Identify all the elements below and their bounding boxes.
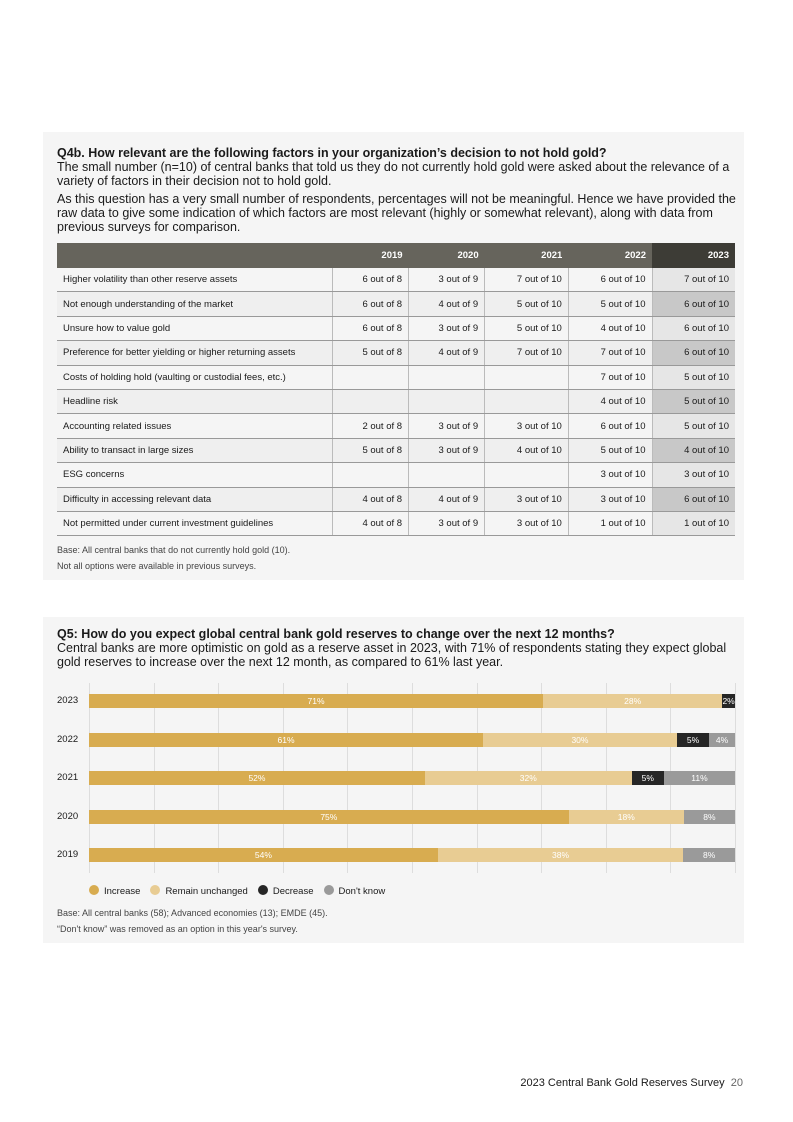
row-label: Preference for better yielding or higher returning assets xyxy=(57,341,333,365)
table-row xyxy=(57,389,735,413)
table-cell: 4 out of 10 xyxy=(652,438,735,462)
y-tick-label: 2019 xyxy=(57,849,79,860)
q4b-table xyxy=(57,243,735,536)
q4b-notes xyxy=(57,542,290,574)
table-cell: 5 out of 10 xyxy=(652,365,735,389)
table-cell: 7 out of 10 xyxy=(568,365,652,389)
table-cell xyxy=(333,389,409,413)
table-cell: 4 out of 9 xyxy=(409,341,485,365)
q5-panel xyxy=(43,617,744,943)
bar-segment-remain-unchanged: 18% xyxy=(569,810,684,824)
q4b-title: Q4b. How relevant are the following factors in your organization’s decision to not hold gold? xyxy=(57,146,607,160)
table-cell: 7 out of 10 xyxy=(652,268,735,292)
q4b-panel xyxy=(43,132,744,580)
table-cell xyxy=(485,463,569,487)
row-label: Not permitted under current investment guidelines xyxy=(57,511,333,535)
footer-title: 2023 Central Bank Gold Reserves Survey xyxy=(520,1077,725,1089)
row-label: Higher volatility than other reserve assets xyxy=(57,268,333,292)
legend-swatch-icon xyxy=(258,885,268,895)
bar-segment-decrease: 5% xyxy=(632,771,664,785)
table-cell: 2 out of 8 xyxy=(333,414,409,438)
legend-swatch-icon xyxy=(89,885,99,895)
table-cell: 7 out of 10 xyxy=(568,341,652,365)
table-cell: 6 out of 10 xyxy=(652,341,735,365)
bar-segment-don-t-know: 11% xyxy=(664,771,735,785)
note-base: Base: All central banks that do not currently hold gold (10). xyxy=(57,545,291,555)
q4b-intro xyxy=(57,146,737,234)
table-cell: 4 out of 10 xyxy=(485,438,569,462)
header-blank xyxy=(57,243,333,268)
y-tick-label: 2023 xyxy=(57,695,79,706)
table-cell: 5 out of 8 xyxy=(333,438,409,462)
table-cell: 5 out of 8 xyxy=(333,341,409,365)
bar-segment-increase: 75% xyxy=(89,810,569,824)
table-cell: 3 out of 10 xyxy=(485,511,569,535)
table-row xyxy=(57,292,735,316)
q5-title: Q5: How do you expect global central bank gold reserves to change over the next 12 months? xyxy=(57,627,615,641)
bar-segment-don-t-know: 8% xyxy=(683,848,735,862)
q5-para1: Central banks are more optimistic on gold as a reserve asset in 2023, with 71% of respondents stating they expect global gold reserves to increase over the next 12 month, as compared to 61% last year. xyxy=(57,641,727,669)
table-cell: 4 out of 10 xyxy=(568,316,652,340)
table-cell xyxy=(485,365,569,389)
table-row xyxy=(57,268,735,292)
table-cell: 6 out of 10 xyxy=(568,414,652,438)
page-footer xyxy=(520,1077,743,1089)
table-cell: 3 out of 10 xyxy=(652,463,735,487)
table-cell: 7 out of 10 xyxy=(485,341,569,365)
column-header: 2019 xyxy=(333,243,409,268)
page-number: 20 xyxy=(730,1077,743,1089)
bar-segment-don-t-know: 8% xyxy=(684,810,735,824)
q5-intro xyxy=(57,627,737,669)
table-cell xyxy=(409,365,485,389)
legend-item xyxy=(150,885,247,897)
bar-segment-decrease: 2% xyxy=(722,696,735,706)
gridline xyxy=(735,683,736,873)
table-cell: 4 out of 9 xyxy=(409,487,485,511)
bar-segment-don-t-know: 4% xyxy=(709,733,735,747)
table-cell: 3 out of 10 xyxy=(485,487,569,511)
table-cell: 3 out of 9 xyxy=(409,414,485,438)
legend-swatch-icon xyxy=(150,885,160,895)
bar-segment-increase: 54% xyxy=(89,848,438,862)
table-row xyxy=(57,438,735,462)
row-label: Costs of holding hold (vaulting or custodial fees, etc.) xyxy=(57,365,333,389)
column-header: 2021 xyxy=(485,243,569,268)
table-cell: 6 out of 10 xyxy=(568,268,652,292)
table-row xyxy=(57,365,735,389)
note-options: Not all options were available in previous surveys. xyxy=(57,561,257,571)
table-cell xyxy=(333,365,409,389)
y-tick-label: 2021 xyxy=(57,772,79,783)
table-cell: 4 out of 9 xyxy=(409,292,485,316)
y-tick-label: 2022 xyxy=(57,733,79,745)
table-cell: 3 out of 9 xyxy=(409,438,485,462)
table-cell: 5 out of 10 xyxy=(485,316,569,340)
legend-label: Decrease xyxy=(272,886,314,897)
table-cell: 3 out of 10 xyxy=(568,487,652,511)
table-cell: 1 out of 10 xyxy=(652,511,735,535)
legend-label: Remain unchanged xyxy=(165,886,248,897)
table-row xyxy=(57,487,735,511)
q5-chart xyxy=(43,677,744,877)
column-header: 2022 xyxy=(568,243,652,268)
bar-segment-remain-unchanged: 32% xyxy=(425,771,632,785)
table-cell xyxy=(409,463,485,487)
note-base: Base: All central banks (58); Advanced economies (13); EMDE (45). xyxy=(57,908,328,918)
column-header: 2020 xyxy=(409,243,485,268)
table-cell: 6 out of 8 xyxy=(333,268,409,292)
table-row xyxy=(57,316,735,340)
table-cell: 4 out of 8 xyxy=(333,487,409,511)
legend-swatch-icon xyxy=(324,885,334,895)
table-cell xyxy=(409,389,485,413)
q5-notes xyxy=(57,905,328,937)
table-row xyxy=(57,414,735,438)
table-cell: 6 out of 8 xyxy=(333,316,409,340)
row-label: Difficulty in accessing relevant data xyxy=(57,487,333,511)
row-label: Ability to transact in large sizes xyxy=(57,438,333,462)
column-header: 2023 xyxy=(652,243,735,268)
table-cell xyxy=(333,463,409,487)
bar-segment-increase: 52% xyxy=(89,771,425,785)
table-cell: 1 out of 10 xyxy=(568,511,652,535)
table-cell: 4 out of 10 xyxy=(568,389,652,413)
q4b-para1: The small number (n=10) of central banks that told us they do not currently hold gold were asked about the relevance of a variety of factors in their decision not to hold gold. xyxy=(57,160,730,188)
bar-segment-remain-unchanged: 38% xyxy=(438,848,683,862)
legend-label: Don't know xyxy=(338,886,386,897)
table-cell: 6 out of 10 xyxy=(652,316,735,340)
legend-item xyxy=(89,885,140,897)
table-cell: 6 out of 10 xyxy=(652,292,735,316)
row-label: ESG concerns xyxy=(57,463,333,487)
table-cell: 7 out of 10 xyxy=(485,268,569,292)
table-cell: 5 out of 10 xyxy=(485,292,569,316)
table-cell: 4 out of 8 xyxy=(333,511,409,535)
legend-item xyxy=(324,885,386,897)
table-row xyxy=(57,463,735,487)
table-cell: 5 out of 10 xyxy=(652,414,735,438)
table-cell: 6 out of 10 xyxy=(652,487,735,511)
table-cell: 3 out of 9 xyxy=(409,511,485,535)
table-row xyxy=(57,511,735,535)
table-cell: 6 out of 8 xyxy=(333,292,409,316)
table-cell: 5 out of 10 xyxy=(568,438,652,462)
table-cell: 5 out of 10 xyxy=(652,389,735,413)
table-cell: 3 out of 10 xyxy=(485,414,569,438)
table-cell: 3 out of 9 xyxy=(409,316,485,340)
table-cell: 3 out of 9 xyxy=(409,268,485,292)
table-cell: 3 out of 10 xyxy=(568,463,652,487)
chart-legend xyxy=(89,885,385,897)
note-dont-know: “Don't know” was removed as an option in this year's survey. xyxy=(57,924,298,934)
bar-segment-decrease: 5% xyxy=(677,733,709,747)
row-label: Not enough understanding of the market xyxy=(57,292,333,316)
legend-label: Increase xyxy=(104,886,141,897)
bar-segment-increase: 71% xyxy=(89,694,543,708)
q4b-para2: As this question has a very small number of respondents, percentages will not be meaningful. Hence we have provided the raw data to give some indication of which factors are most relevant (highly or somewhat relevant), along with data from previous surveys for comparison. xyxy=(57,192,736,234)
legend-item xyxy=(258,885,314,897)
table-row xyxy=(57,341,735,365)
bar-segment-remain-unchanged: 30% xyxy=(483,733,677,747)
bar-segment-remain-unchanged: 28% xyxy=(543,694,722,708)
bar-segment-increase: 61% xyxy=(89,733,483,747)
row-label: Accounting related issues xyxy=(57,414,333,438)
table-cell: 5 out of 10 xyxy=(568,292,652,316)
table-cell xyxy=(485,389,569,413)
y-tick-label: 2020 xyxy=(57,810,79,822)
row-label: Unsure how to value gold xyxy=(57,316,333,340)
row-label: Headline risk xyxy=(57,389,333,413)
